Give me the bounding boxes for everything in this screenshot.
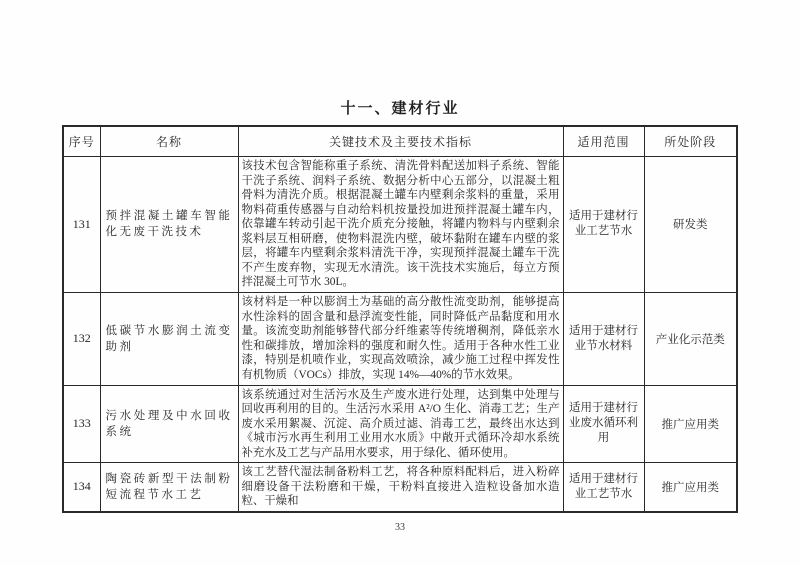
row-name-cell: 预拌混凝土罐车智能化无废干洗技术 [100, 157, 238, 293]
header-serial-number: 序号 [63, 126, 100, 157]
page-title: 十一、建材行业 [340, 100, 460, 117]
row-stage-cell: 推广应用类 [644, 385, 737, 463]
page-number: 33 [395, 521, 405, 533]
row-applicable-scope-cell: 适用于建材行业工艺节水 [563, 463, 644, 512]
row-serial-number-cell: 131 [63, 157, 100, 293]
row-name-cell: 低碳节水膨润土流变助剂 [100, 292, 238, 385]
table-row [63, 463, 737, 512]
row-serial-number-cell: 133 [63, 385, 100, 463]
row-stage-cell: 推广应用类 [644, 463, 737, 512]
row-stage-cell: 研发类 [644, 157, 737, 293]
row-name-cell: 陶瓷砖新型干法制粉短流程节水工艺 [100, 463, 238, 512]
table-header [63, 126, 737, 157]
row-serial-number-cell: 132 [63, 292, 100, 385]
table-row [63, 385, 737, 463]
row-tech-indicators-cell: 该材料是一种以膨润土为基础的高分散性流变助剂，能够提高水性涂料的固含量和悬浮流变性能，同时降低产品黏度和用水量。该流变助剂能够替代部分纤维素等传统增稠剂，降低亲水性和碳排放，增加涂料的强度和耐久性。适用于各种水性工业漆，特别是机喷作业，实现高效喷涂，减少施工过程中挥发性有机物质（VOCs）排放，实现 14%—40%的节水效果。 [238, 292, 563, 385]
tech-table [62, 125, 738, 513]
table-body [63, 157, 737, 512]
header-name: 名称 [100, 126, 238, 157]
row-applicable-scope-cell: 适用于建材行业废水循环利用 [563, 385, 644, 463]
table-row [63, 157, 737, 293]
header-row [63, 126, 737, 157]
row-tech-indicators-cell: 该技术包含智能称重子系统、清洗骨料配送加料子系统、智能干洗子系统、润料子系统、数据分析中心五部分，以混凝土粗骨料为清洗介质。根据混凝土罐车内壁剩余浆料的重量，采用物料荷重传感器与自动给料机按量投加进预拌混凝土罐车内，依靠罐车转动引起干洗介质充分接触，将罐内物料与内壁剩余浆料层互相研磨，使物料混洗内壁，破坏黏附在罐车内壁的浆层，将罐车内壁剩余浆料清洗干净，实现预拌混凝土罐车干洗不产生废弃物，实现无水清洗。该干洗技术实施后，每立方预拌混凝土可节水 30L。 [238, 157, 563, 293]
row-stage-cell: 产业化示范类 [644, 292, 737, 385]
row-tech-indicators-cell: 该工艺替代湿法制备粉料工艺，将各种原料配料后，进入粉碎细磨设备干法粉磨和干燥，干粉料直接进入造粒设备加水造粒、干燥和 [238, 463, 563, 512]
header-stage: 所处阶段 [644, 126, 737, 157]
row-applicable-scope-cell: 适用于建材行业节水材料 [563, 292, 644, 385]
header-applicable-scope: 适用范围 [563, 126, 644, 157]
row-tech-indicators-cell: 该系统通过对生活污水及生产废水进行处理，达到集中处理与回收再利用的目的。生活污水采用 A²/O 生化、消毒工艺；生产废水采用絮凝、沉淀、高介质过滤、消毒工艺，最终出水达到《城市污水再生利用工业用水水质》中敞开式循环冷却水系统补充水及工艺与产品用水要求，用于绿化、循环使用。 [238, 385, 563, 463]
row-applicable-scope-cell: 适用于建材行业工艺节水 [563, 157, 644, 293]
row-name-cell: 污水处理及中水回收系统 [100, 385, 238, 463]
header-key-technology: 关键技术及主要技术指标 [238, 126, 563, 157]
row-serial-number-cell: 134 [63, 463, 100, 512]
table-row [63, 292, 737, 385]
